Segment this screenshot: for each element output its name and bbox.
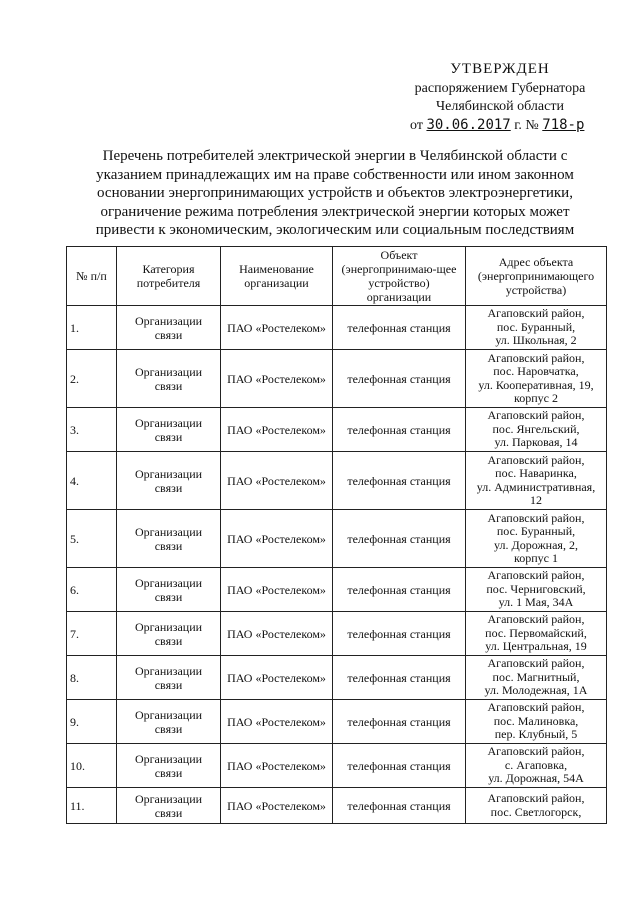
cell-object: телефонная станция (333, 700, 466, 744)
header-category: Категория потребителя (117, 247, 221, 306)
address-line: Агаповский район, (487, 408, 585, 423)
address-line: ул. Дорожная, 2, (494, 537, 578, 552)
cell-object: телефонная станция (333, 452, 466, 510)
address-line: Агаповский район, (487, 306, 585, 321)
address-line: Агаповский район, (487, 791, 585, 805)
cell-address (466, 510, 607, 568)
address-line: Агаповский район, (487, 656, 585, 671)
cell-object: телефонная станция (333, 350, 466, 408)
address-line: Агаповский район, (487, 744, 585, 759)
approval-dateline (400, 116, 600, 135)
cell-category: Организации связи (117, 350, 221, 408)
address-line: 12 (530, 493, 542, 507)
cell-address (466, 700, 607, 744)
cell-category: Организации связи (117, 408, 221, 452)
title-line-4: ограничение режима потребления электрической энергии которых может (100, 203, 570, 220)
address-line: ул. Центральная, 19 (485, 639, 587, 654)
table-row (67, 788, 607, 824)
approval-stamp (400, 60, 600, 135)
cell-category: Организации связи (117, 788, 221, 824)
address-line: пос. Буранный, (496, 524, 576, 538)
table-row (67, 306, 607, 350)
cell-num: 10. (67, 744, 117, 788)
address-line: Агаповский район, (487, 612, 585, 627)
cell-organization: ПАО «Ростелеком» (221, 700, 333, 744)
table-row (67, 452, 607, 510)
address-line: пос. Черниговский, (486, 581, 586, 596)
table-row (67, 656, 607, 700)
cell-category: Организации связи (117, 744, 221, 788)
table-row (67, 350, 607, 408)
address-line: ул. Дорожная, 54А (488, 771, 584, 786)
table-row (67, 510, 607, 568)
cell-address (466, 350, 607, 408)
header-address: Адрес объекта (энергопринимающего устройства) (466, 247, 607, 306)
cell-category: Организации связи (117, 568, 221, 612)
cell-category: Организации связи (117, 510, 221, 568)
cell-num: 3. (67, 408, 117, 452)
table-header-row (67, 247, 607, 306)
cell-address (466, 408, 607, 452)
cell-object: телефонная станция (333, 510, 466, 568)
address-line: корпус 2 (514, 391, 558, 405)
address-line: пос. Наваринка, (495, 466, 577, 480)
address-line: ул. Парковая, 14 (494, 435, 578, 450)
date-prefix: от (410, 118, 423, 133)
address-line: ул. 1 Мая, 34А (498, 595, 574, 610)
approval-title: УТВЕРЖДЕН (450, 61, 550, 77)
cell-category: Организации связи (117, 612, 221, 656)
address-line: Агаповский район, (487, 350, 585, 365)
cell-object: телефонная станция (333, 612, 466, 656)
cell-address (466, 612, 607, 656)
number-sign: № (525, 118, 539, 133)
table-row (67, 612, 607, 656)
cell-num: 1. (67, 306, 117, 350)
address-line: Агаповский район, (487, 700, 585, 715)
cell-num: 7. (67, 612, 117, 656)
cell-category: Организации связи (117, 452, 221, 510)
cell-num: 4. (67, 452, 117, 510)
cell-object: телефонная станция (333, 656, 466, 700)
title-line-3: основании энергопринимающих устройств и объектов электроэнергетики, (97, 185, 573, 201)
cell-organization: ПАО «Ростелеком» (221, 408, 333, 452)
number-value: 718-р (542, 117, 585, 133)
document-title (70, 147, 600, 240)
address-line: пос. Буранный, (496, 319, 576, 334)
address-line: ул. Административная, (476, 479, 596, 494)
cell-address (466, 744, 607, 788)
address-line: Агаповский район, (487, 452, 585, 467)
address-line: пер. Клубный, 5 (494, 727, 578, 742)
table-row (67, 744, 607, 788)
cell-object: телефонная станция (333, 568, 466, 612)
table-row (67, 408, 607, 452)
approval-line-1: распоряжением Губернатора (414, 81, 586, 96)
cell-organization: ПАО «Ростелеком» (221, 350, 333, 408)
cell-num: 5. (67, 510, 117, 568)
address-line: ул. Кооперативная, 19, (478, 377, 594, 392)
address-line: пос. Первомайский, (485, 625, 587, 640)
consumers-table (66, 246, 607, 824)
address-line: Агаповский район, (487, 510, 585, 525)
cell-address (466, 306, 607, 350)
cell-num: 9. (67, 700, 117, 744)
address-line: ул. Школьная, 2 (495, 333, 577, 348)
title-line-2: указанием принадлежащих им на праве собственности или ином законном (96, 166, 574, 183)
cell-address (466, 656, 607, 700)
table-row (67, 568, 607, 612)
address-line: пос. Светлогорск, (490, 804, 582, 819)
table-row (67, 700, 607, 744)
cell-num: 8. (67, 656, 117, 700)
cell-object: телефонная станция (333, 408, 466, 452)
address-line: Агаповский район, (487, 568, 585, 583)
address-line: ул. Молодежная, 1А (484, 683, 588, 698)
cell-num: 6. (67, 568, 117, 612)
year-suffix: г. (514, 118, 522, 133)
cell-num: 2. (67, 350, 117, 408)
cell-organization: ПАО «Ростелеком» (221, 788, 333, 824)
title-line-1: Перечень потребителей электрической энергии в Челябинской области с (102, 148, 568, 164)
title-line-5: привести к экономическим, экологическим или социальным последствиям (95, 222, 575, 238)
header-num: № п/п (67, 247, 117, 306)
cell-organization: ПАО «Ростелеком» (221, 306, 333, 350)
header-object: Объект (энергопринимаю-щее устройство) организации (333, 247, 466, 306)
address-line: с. Агаповка, (504, 757, 568, 772)
cell-category: Организации связи (117, 306, 221, 350)
cell-organization: ПАО «Ростелеком» (221, 612, 333, 656)
table-body (67, 306, 607, 824)
address-line: пос. Наровчатка, (493, 364, 579, 378)
cell-organization: ПАО «Ростелеком» (221, 744, 333, 788)
address-line: пос. Магнитный, (492, 669, 580, 684)
cell-object: телефонная станция (333, 306, 466, 350)
cell-address (466, 452, 607, 510)
address-line: корпус 1 (514, 551, 558, 565)
cell-category: Организации связи (117, 700, 221, 744)
cell-object: телефонная станция (333, 788, 466, 824)
approval-line-2: Челябинской области (436, 99, 564, 114)
header-organization: Наименование организации (221, 247, 333, 306)
cell-object: телефонная станция (333, 744, 466, 788)
cell-organization: ПАО «Ростелеком» (221, 568, 333, 612)
cell-address (466, 568, 607, 612)
cell-organization: ПАО «Ростелеком» (221, 510, 333, 568)
date-value: 30.06.2017 (426, 117, 511, 133)
address-line: пос. Малиновка, (493, 713, 579, 728)
cell-organization: ПАО «Ростелеком» (221, 656, 333, 700)
address-line: пос. Янгельский, (492, 421, 580, 436)
cell-category: Организации связи (117, 656, 221, 700)
cell-address (466, 788, 607, 824)
cell-num: 11. (67, 788, 117, 824)
cell-organization: ПАО «Ростелеком» (221, 452, 333, 510)
